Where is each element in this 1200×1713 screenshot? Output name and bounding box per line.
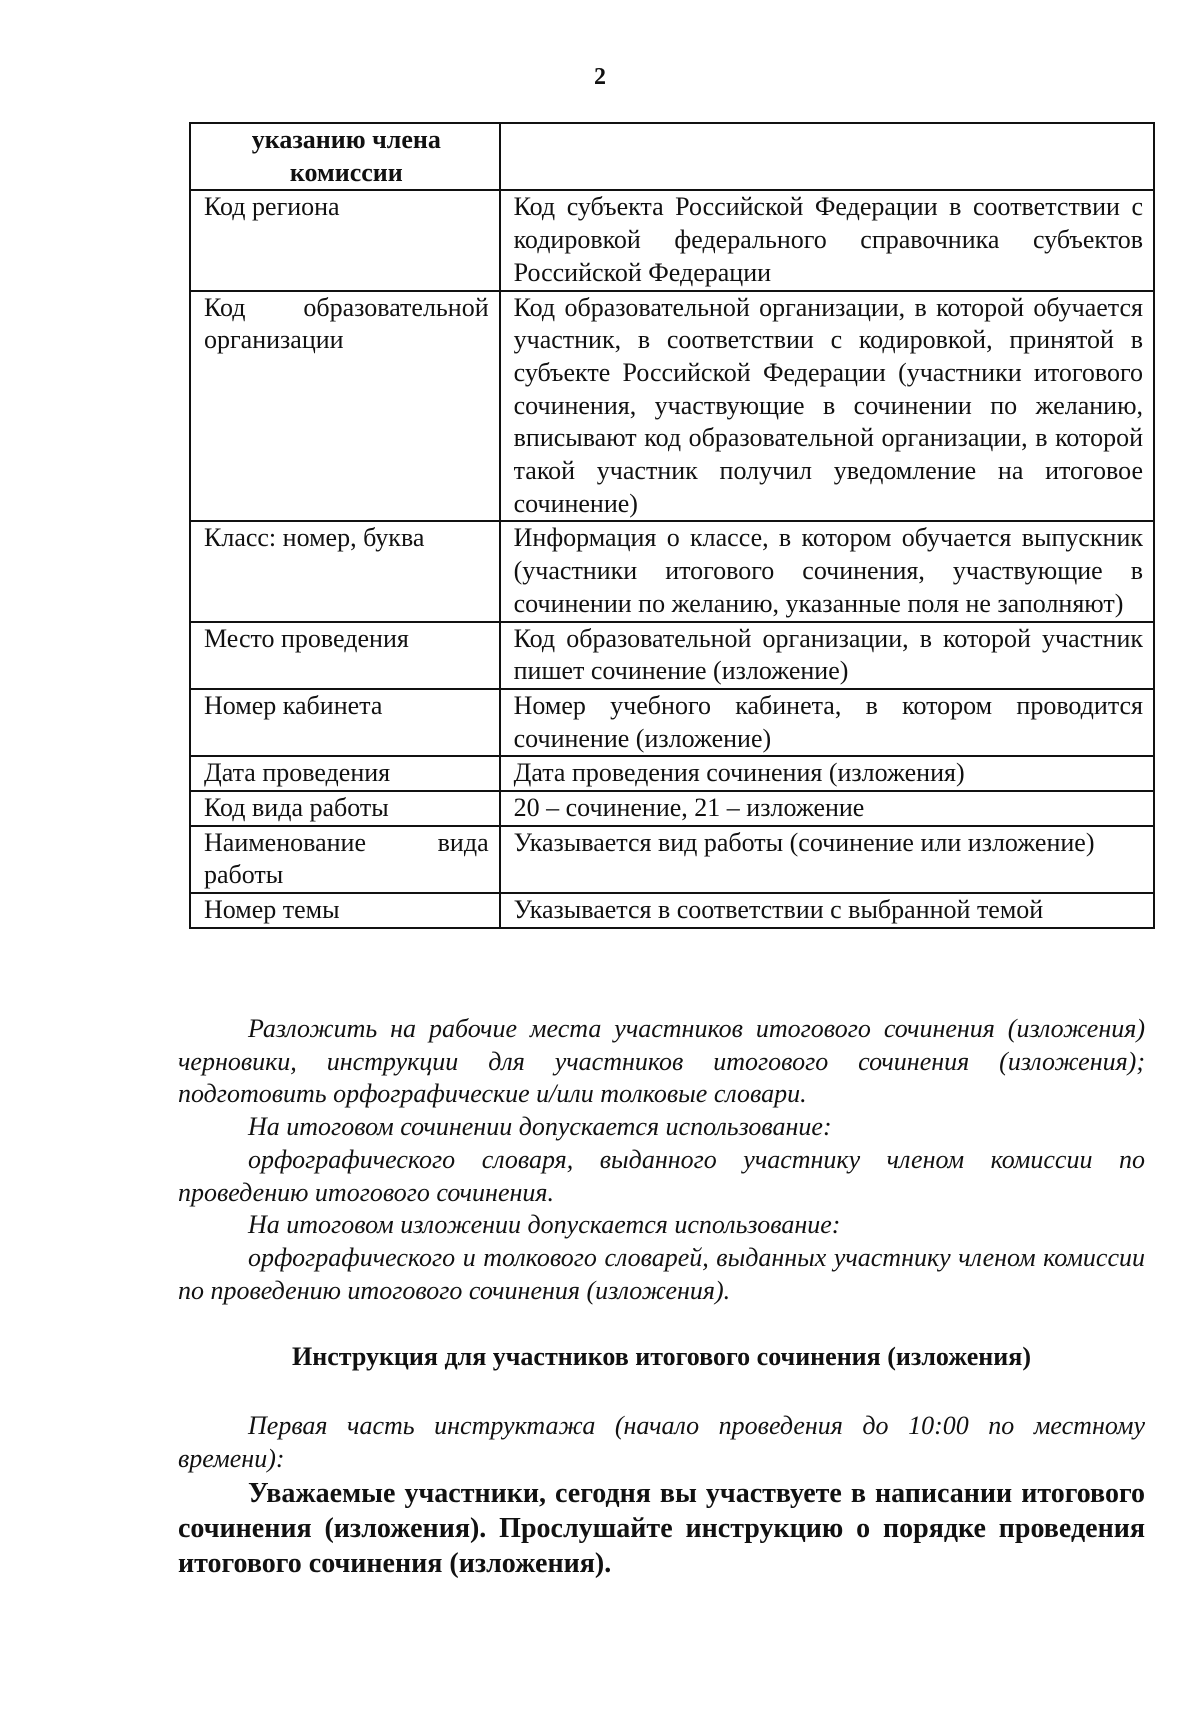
table-row [190, 291, 1154, 522]
table-cell-description: Код образовательной организации, в которой обучается участник, в соответствии с кодировкой, принятой в субъекте Российской Федерации (участники итогового сочинения, участвующие в сочинении по желанию, вписывают код образовательной организации, в которой такой участник получил уведомление на итоговое сочинение) [500, 291, 1154, 522]
participant-address [178, 1476, 1145, 1581]
table-cell-description [500, 123, 1154, 190]
table-cell-label: Наименование вида работы [190, 826, 500, 893]
table-cell-label: Код образовательной организации [190, 291, 500, 522]
table-cell-label [190, 123, 500, 190]
table-cell-label: Место проведения [190, 622, 500, 689]
instruction-paragraph: На итоговом сочинении допускается использование: [248, 1112, 832, 1142]
first-part-note [178, 1410, 1145, 1475]
table-cell-label: Класс: номер, буква [190, 521, 500, 621]
instruction-paragraph: орфографического словаря, выданного участнику членом комиссии по проведению итогового сочинения. [178, 1144, 1145, 1207]
instruction-paragraph: На итоговом изложении допускается использование: [248, 1210, 841, 1240]
table-cell-label: Код региона [190, 190, 500, 290]
instruction-paragraph: Разложить на рабочие места участников итогового сочинения (изложения) черновики, инструкции для участников итогового сочинения (изложения); подготовить орфографические и/или толковые словари. [178, 1014, 1145, 1109]
table-cell-description: Указывается в соответствии с выбранной темой [500, 893, 1154, 928]
first-part-text: Первая часть инструктажа (начало проведения до 10:00 по местному времени): [178, 1411, 1145, 1473]
table-cell-description: Код субъекта Российской Федерации в соответствии с кодировкой федерального справочника субъектов Российской Федерации [500, 190, 1154, 290]
table-row [190, 791, 1154, 826]
section-heading: Инструкция для участников итогового сочинения (изложения) [292, 1342, 1031, 1371]
table-cell-description: 20 – сочинение, 21 – изложение [500, 791, 1154, 826]
table-row [190, 826, 1154, 893]
table-cell-description: Информация о классе, в котором обучается выпускник (участники итогового сочинения, участвующие в сочинении по желанию, указанные поля не заполняют) [500, 521, 1154, 621]
table-row [190, 521, 1154, 621]
row-label: указанию члена комиссии [251, 125, 441, 187]
instruction-paragraph: орфографического и толкового словарей, выданных участнику членом комиссии по проведению итогового сочинения (изложения). [178, 1242, 1145, 1305]
table-cell-description: Указывается вид работы (сочинение или изложение) [500, 826, 1154, 893]
table-row [190, 893, 1154, 928]
table-cell-description: Номер учебного кабинета, в котором проводится сочинение (изложение) [500, 689, 1154, 756]
table-cell-label: Номер темы [190, 893, 500, 928]
table-row [190, 123, 1154, 190]
table-cell-label: Дата проведения [190, 756, 500, 791]
table-cell-label: Код вида работы [190, 791, 500, 826]
instructions-block [178, 1013, 1145, 1307]
table-row [190, 756, 1154, 791]
form-fields-table [189, 122, 1155, 929]
table-cell-label: Номер кабинета [190, 689, 500, 756]
table-cell-description: Код образовательной организации, в которой участник пишет сочинение (изложение) [500, 622, 1154, 689]
address-text: Уважаемые участники, сегодня вы участвуете в написании итогового сочинения (изложения). Прослушайте инструкцию о порядке проведения итогового сочинения (изложения). [178, 1478, 1145, 1579]
page-number: 2 [594, 64, 606, 90]
table-row [190, 190, 1154, 290]
table-cell-description: Дата проведения сочинения (изложения) [500, 756, 1154, 791]
table-row [190, 622, 1154, 689]
table-row [190, 689, 1154, 756]
